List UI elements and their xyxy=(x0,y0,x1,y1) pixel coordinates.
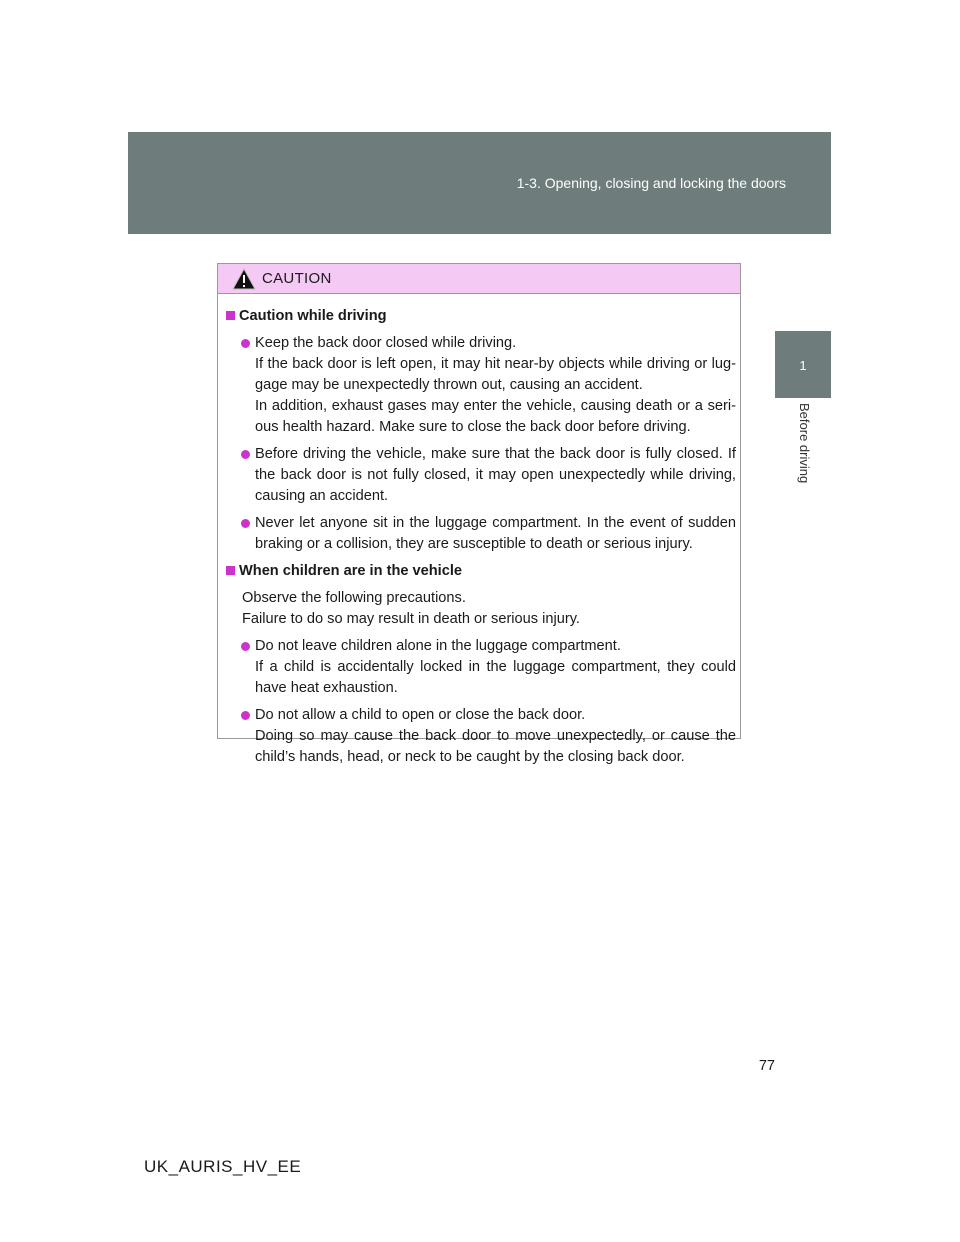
section-children xyxy=(226,561,736,768)
bullet-icon xyxy=(241,711,250,720)
warning-triangle-icon xyxy=(232,268,256,290)
section-title: 1-3. Opening, closing and locking the doors xyxy=(516,175,786,191)
caution-title: CAUTION xyxy=(262,270,332,287)
caution-box xyxy=(217,263,741,765)
bullet-line: Keep the back door closed while driving. xyxy=(255,335,517,351)
intro-line: Observe the following precautions. xyxy=(242,590,466,606)
bullet-line: If a child is accidentally locked in the luggage compartment, they could have heat exhaustion. xyxy=(255,659,736,696)
bullet-line: Do not leave children alone in the luggage compartment. xyxy=(255,638,621,654)
list-item xyxy=(226,513,736,555)
bullet-icon xyxy=(241,642,250,651)
section-heading: Caution while driving xyxy=(239,308,387,324)
header-bar xyxy=(128,132,831,234)
intro-paragraph xyxy=(226,588,736,630)
caution-body xyxy=(218,294,740,768)
square-bullet-icon xyxy=(226,566,235,575)
list-item xyxy=(226,444,736,507)
chapter-number: 1 xyxy=(799,358,807,373)
list-item xyxy=(226,705,736,768)
bullet-icon xyxy=(241,450,250,459)
page-number: 77 xyxy=(758,1058,775,1074)
section-heading: When children are in the vehicle xyxy=(239,563,463,579)
bullet-line: If the back door is left open, it may hit near-by objects while driving or lug-gage may be unexpectedly thrown out, causing an accident. xyxy=(255,356,736,393)
intro-line: Failure to do so may result in death or serious injury. xyxy=(242,611,580,627)
bullet-icon xyxy=(241,519,250,528)
bullet-line: Doing so may cause the back door to move unexpectedly, or cause the child’s hands, head, or neck to be caught by the closing back door. xyxy=(255,728,736,765)
list-item xyxy=(226,636,736,699)
chapter-label: Before driving xyxy=(797,403,812,484)
list-item xyxy=(226,333,736,438)
bullet-line: Do not allow a child to open or close the back door. xyxy=(255,707,586,723)
bullet-line: Before driving the vehicle, make sure that the back door is fully closed. If the back door is not fully closed, it may open unexpectedly while driving, causing an accident. xyxy=(255,446,736,504)
section-title-children xyxy=(226,561,736,582)
section-title-driving xyxy=(226,306,736,327)
bullet-line: In addition, exhaust gases may enter the vehicle, causing death or a seri-ous health hazard. Make sure to close the back door before driving. xyxy=(255,398,736,435)
document-code: UK_AURIS_HV_EE xyxy=(144,1157,302,1176)
bullet-icon xyxy=(241,339,250,348)
chapter-tab xyxy=(775,331,831,398)
bullet-line: Never let anyone sit in the luggage compartment. In the event of sudden braking or a collision, they are susceptible to death or serious injury. xyxy=(255,515,736,552)
square-bullet-icon xyxy=(226,311,235,320)
section-driving xyxy=(226,306,736,555)
caution-header xyxy=(218,264,740,294)
